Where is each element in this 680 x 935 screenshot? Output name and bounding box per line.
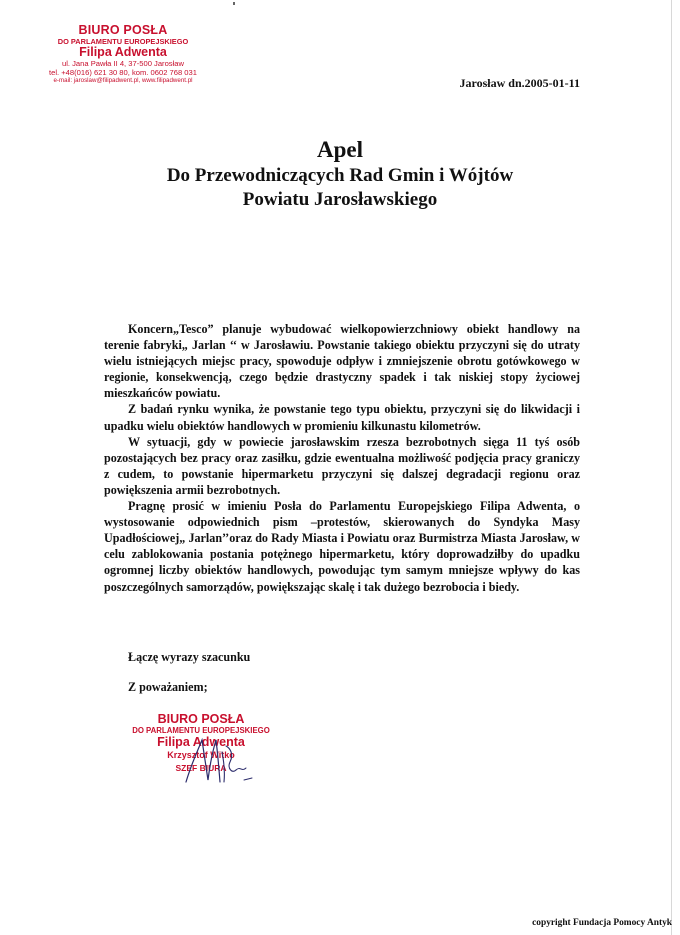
handwritten-signature [178, 732, 258, 790]
letterhead-title: BIURO POSŁA [78, 23, 168, 37]
closing-sincerely: Z poważaniem; [128, 680, 208, 694]
signature-stamp-name: Filipa Adwenta [157, 735, 245, 749]
signature-stamp-person: Krzysztof Witko [167, 750, 235, 760]
title-line1: Do Przewodniczących Rad Gmin i Wójtów [166, 165, 514, 186]
title-line2: Powiatu Jarosławskiego [242, 189, 438, 210]
signature-stamp-role: SZEF BIURA [175, 763, 227, 773]
letterhead-stamp [30, 24, 216, 85]
body-paragraph: Koncern„Tesco” planuje wybudować wielkopowierzchniowy obiekt handlowy na terenie fabryki„ Jarlan ‘‘ w Jarosławiu. Powstanie takiego obiektu przyczyni się do utraty wielu istniejących miejsc pracy, spowoduje odpływ i zmniejszenie obrotu gotówkowego w regionie, konsekwencją, czego będzie drastyczny spadek i tak niskiej stopy życiowej mieszkańców powiatu. [104, 322, 580, 401]
closing-regards: Łączę wyrazy szacunku [128, 650, 251, 664]
letterhead-address: ul. Jana Pawła II 4, 37-500 Jarosław [62, 59, 184, 68]
body-paragraph: Z badań rynku wynika, że powstanie tego typu obiektu, przyczyni się do likwidacji i upadku wielu obiektów handlowych w promieniu kilkunastu kilometrów. [104, 402, 580, 433]
letterhead-email: e-mail: jaroslaw@filipadwent.pl, www.filipadwent.pl [53, 77, 193, 84]
scan-speck [233, 2, 235, 5]
letterhead-name: Filipa Adwenta [79, 45, 167, 59]
letter-body [104, 321, 580, 595]
body-paragraph: W sytuacji, gdy w powiecie jarosławskim rzesza bezrobotnych sięga 11 tyś osób pozostających bez pracy oraz zasiłku, gdzie ewentualna możliwość podjęcia pracy graniczy z cudem, to powstanie hipermarketu przyczyni się dalszej degradacji regionu oraz powiększenia armii bezrobotnych. [104, 434, 580, 497]
date-line: Jarosław dn.2005-01-11 [459, 76, 580, 90]
body-paragraph: Pragnę prosić w imieniu Posła do Parlamentu Europejskiego Filipa Adwenta, o wystosowanie odpowiednich pism –protestów, skierowanych do Syndyka Masy Upadłościowej„ Jarlan’’oraz do Rady Miasta i Powiatu oraz Burmistrza Miasta Jarosław, w celu zablokowania postania potężnego hipermarketu, który doprowadziłby do upadku ogromnej liczby obiektów handlowych, powodując tym samym mniejsze wpływy do kas poszczególnych samorządów, powiększając skalę i tak dużego bezrobocia i biedy. [104, 499, 580, 594]
title-block [0, 136, 680, 212]
title-main: Apel [317, 137, 363, 162]
footer-copyright: copyright Fundacja Pomocy Antyk [532, 918, 672, 928]
signature-stamp-title: BIURO POSŁA [157, 712, 245, 726]
letterhead-phone: tel. +48(016) 621 30 80, kom. 0602 768 031 [49, 68, 197, 77]
letterhead-subtitle: DO PARLAMENTU EUROPEJSKIEGO [57, 37, 189, 46]
signature-stamp-subtitle: DO PARLAMENTU EUROPEJSKIEGO [132, 726, 270, 735]
